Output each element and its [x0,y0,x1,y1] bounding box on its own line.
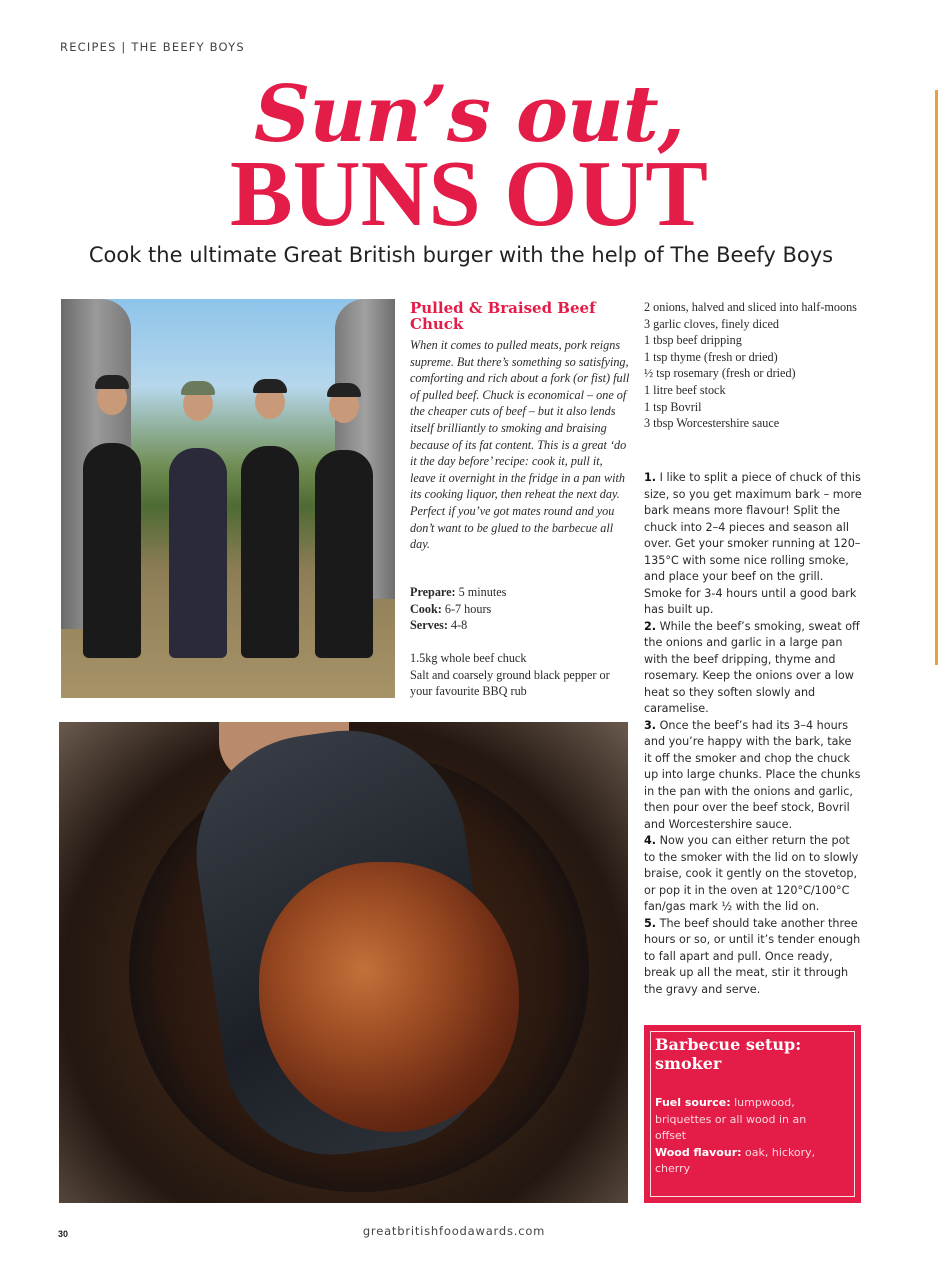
method-step [644,833,862,916]
person-3-cap [253,379,287,393]
serves-label: Serves: [410,618,448,633]
step-text: Once the beef’s had its 3–4 hours and you’re happy with the bark, take it off the smoker and chop the chuck up into large chunks. Place the chunks in the pan with the onions and garlic, then pour over the beef stock, Bovril and Worcestershire sauce. [644,718,861,831]
person-2 [169,448,227,658]
ingredients-list-a [410,650,630,700]
page-number: 30 [58,1229,69,1239]
ingredient: 2 onions, halved and sliced into half-moons [644,300,857,314]
recipe-intro: When it comes to pulled meats, pork reigns supreme. But there’s something so satisfying, comforting and rich about a fork (or fist) full of pulled beef. Chuck is economical – one of the cheaper cuts of beef – but it also lends itself brilliantly to smoking and braising because of its fat content. This is a great ‘do it the day before’ recipe: cook it, pull it, leave it overnight in the fridge in a pan with its cooking liquor, then reheat the next day. Perfect if you’ve got mates round and you don’t want to be glued to the barbecue all day. [410,338,630,552]
step-number: 5. [644,916,657,930]
step-number: 4. [644,834,657,847]
person-4 [315,450,373,658]
ingredient: 3 garlic cloves, finely diced [644,316,780,331]
step-number: 2. [644,619,657,633]
step-number: 1. [644,471,657,484]
ingredient: ½ tsp rosemary (fresh or dried) [644,366,796,381]
ingredient: 1 tbsp beef dripping [644,333,742,348]
subtitle: Cook the ultimate Great British burger with the help of The Beefy Boys [88,243,834,267]
person-4-cap [327,383,361,397]
prepare-label: Prepare: [410,585,456,599]
method-step [644,470,862,619]
method-step [644,619,862,718]
serves-value: 4-8 [450,618,468,633]
step-text: The beef should take another three hours or so, or until it’s tender enough to fall apart and pull. Once ready, break up all the meat, stir it through the gravy and serve. [644,916,861,996]
step-number: 3. [644,718,657,732]
setup-body [655,1095,840,1178]
person-3 [241,446,299,658]
section-kicker: RECIPES | THE BEEFY BOYS [60,40,245,54]
team-photo [61,299,395,698]
fuel-value: lumpwood, briquettes or all wood in an offset [655,1096,807,1142]
method-step [644,718,862,834]
cook-label: Cook: [410,601,442,616]
ingredient: 3 tbsp Worcestershire sauce [644,416,780,431]
person-2-cap [181,381,215,395]
recipe-title: Pulled & Braised Beef Chuck [410,299,596,333]
headline-line-1: Sun’s out, [254,69,684,160]
cook-value: 6-7 hours [444,601,492,616]
wood-label: Wood flavour: [655,1145,742,1159]
method-step [644,916,862,999]
footer-url: greatbritishfoodawards.com [362,1224,546,1238]
headline-line-2: BUNS OUT [230,142,708,246]
ingredient: 1 tsp thyme (fresh or dried) [644,349,778,364]
person-1-cap [95,375,129,389]
pulled-beef-photo [59,722,628,1203]
barbecue-setup-box [644,1025,861,1203]
ingredient: 1 litre beef stock [644,382,726,397]
step-text: Now you can either return the pot to the smoker with the lid on to slowly braise, cook it gently on the stovetop, or pop it in the oven at 120°C/100°C fan/gas mark ½ with the lid on. [644,834,859,913]
prepare-value: 5 minutes [458,585,507,599]
person-1 [83,443,141,658]
step-text: I like to split a piece of chuck of this size, so you get maximum bark – more bark means more flavour! Split the chuck into 2–4 pieces and season all over. Get your smoker running at 120–135°C with some nice rolling smoke, and place your beef on the grill. Smoke for 3-4 hours until a good bark has built up. [644,471,862,616]
ingredient: 1.5kg whole beef chuck [410,651,527,665]
wood-value: oak, hickory, cherry [655,1145,816,1175]
setup-title: Barbecue setup: smoker [655,1035,802,1073]
ingredient: Salt and coarsely ground black pepper or your favourite BBQ rub [410,667,610,699]
fuel-label: Fuel source: [655,1096,731,1109]
ingredients-list-b [644,299,862,432]
recipe-meta [410,584,630,634]
step-text: While the beef’s smoking, sweat off the onions and garlic in a large pan with the beef dripping, thyme and rosemary. Keep the onions over a low heat so they soften slowly and caramelise. [644,619,860,715]
method-steps [644,470,862,998]
ingredient: 1 tsp Bovril [644,399,702,414]
